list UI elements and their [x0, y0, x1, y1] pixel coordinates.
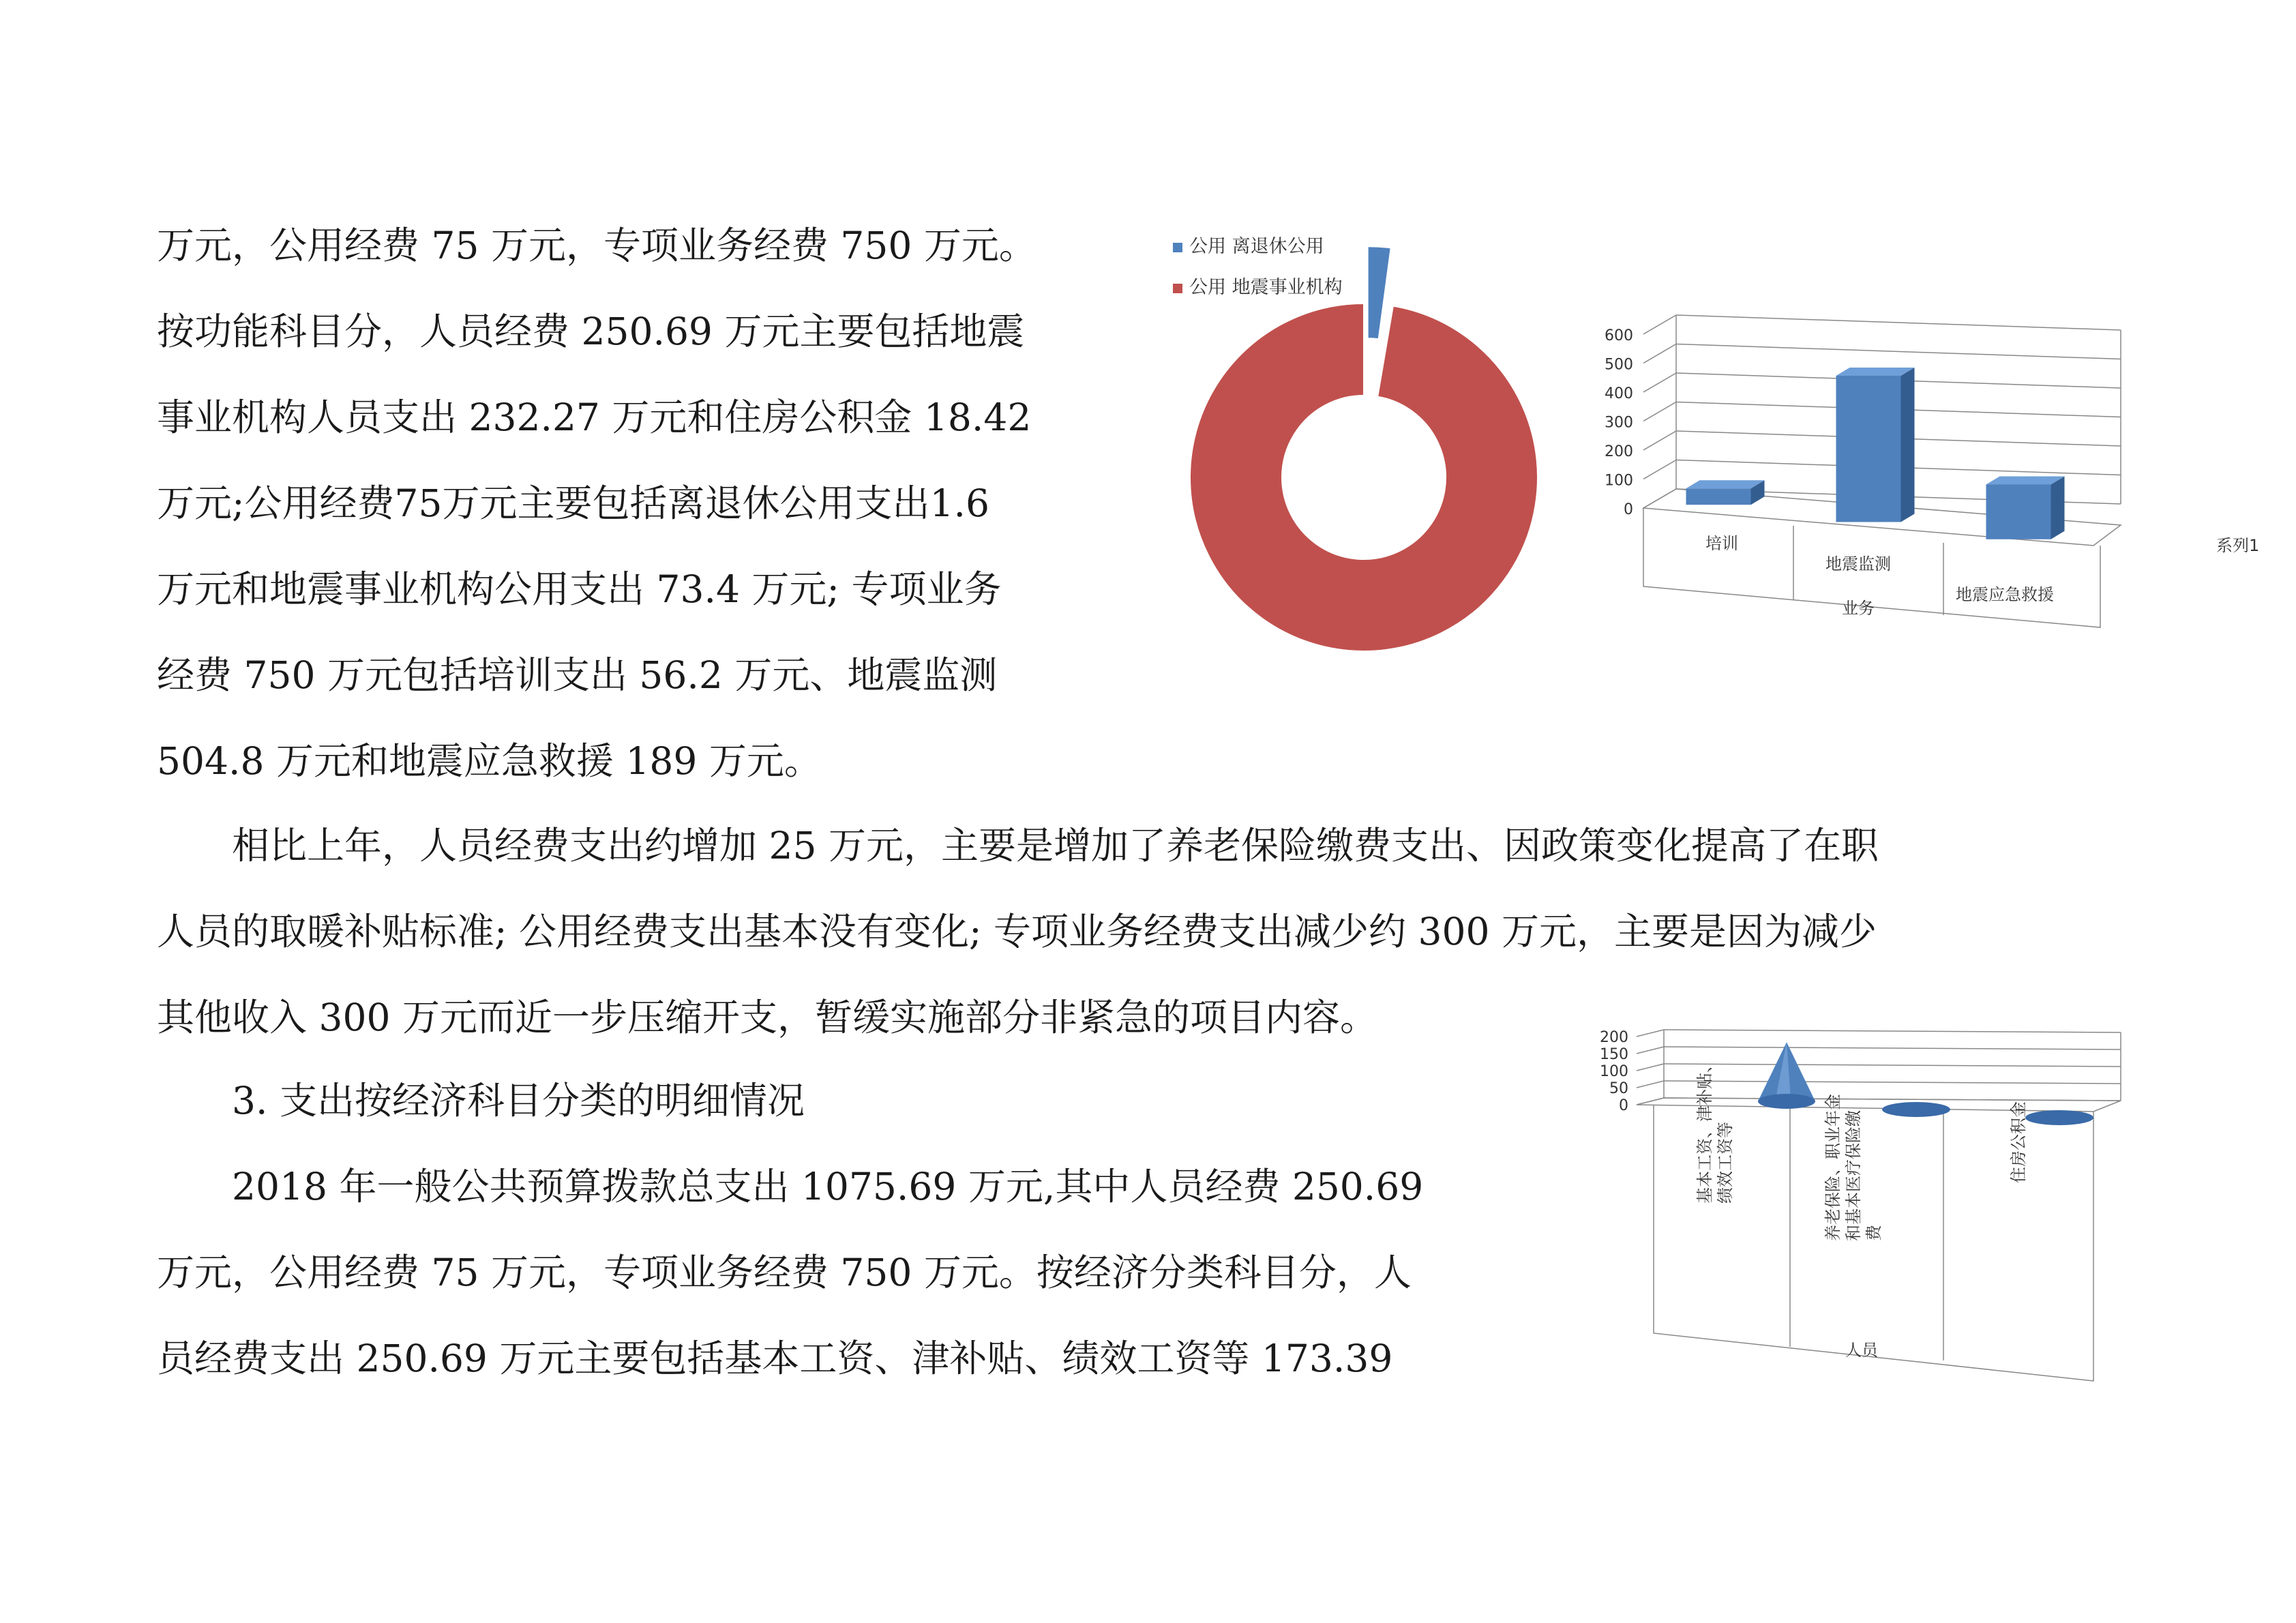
- donut-chart: [1159, 211, 1596, 689]
- x-tick-label-line: 基本工资、津补贴、: [1695, 1056, 1714, 1204]
- gridline: [1637, 1081, 1664, 1088]
- bar-front: [1686, 488, 1751, 505]
- paragraph-line: 其他收入 300 万元而近一步压缩开支，暂缓实施部分非紧急的项目内容。: [157, 996, 1377, 1039]
- legend-label-retired: 公用 离退休公用: [1189, 236, 1324, 257]
- y-tick-label: 200: [1605, 443, 1633, 460]
- x-tick-label-line: 费: [1864, 1225, 1883, 1241]
- legend-swatch-retired: [1173, 243, 1182, 252]
- y-tick-label: 150: [1600, 1046, 1628, 1063]
- y-tick-label: 100: [1600, 1063, 1628, 1080]
- paragraph-line: 事业机构人员支出 232.27 万元和住房公积金 18.42: [157, 396, 1032, 439]
- paragraph-line: 人员的取暖补贴标准; 公用经费支出基本没有变化; 专项业务经费支出减少约 300 万元，主要是因为减少: [157, 910, 1877, 953]
- bar-side: [2051, 476, 2065, 539]
- x-tick-label: 住房公积金: [2009, 1101, 2028, 1183]
- cone: [2025, 1110, 2093, 1125]
- cone-base: [1882, 1102, 1950, 1117]
- paragraph-line: 万元和地震事业机构公用支出 73.4 万元; 专项业务: [157, 567, 1002, 611]
- bar: [1686, 480, 1765, 505]
- gridline: [1664, 1081, 2121, 1084]
- donut-slice-retired: [1368, 246, 1391, 339]
- cone-chart-3d: [1589, 1016, 2271, 1398]
- y-tick-label: 50: [1609, 1080, 1628, 1097]
- y-tick-label: 0: [1619, 1097, 1628, 1114]
- gridline: [1637, 1047, 1664, 1054]
- paragraph-line: 万元，公用经费 75 万元，专项业务经费 750 万元。: [157, 224, 1037, 267]
- bar-top: [1686, 480, 1765, 488]
- x-group-label: 业务: [1842, 599, 1875, 618]
- gridline: [1643, 373, 1676, 392]
- gridline: [1676, 344, 2121, 359]
- bar-side: [1901, 368, 1915, 522]
- x-tick-label-line: 养老保险、职业年金: [1823, 1094, 1843, 1241]
- y-tick-label: 400: [1605, 385, 1633, 402]
- paragraph-line: 相比上年，人员经费支出约增加 25 万元，主要是增加了养老保险缴费支出、因政策变化提高了在职: [157, 824, 1879, 867]
- x-tick-label: [1695, 1051, 1735, 1204]
- gridline: [1643, 402, 1676, 421]
- y-tick-label: 600: [1605, 327, 1633, 344]
- y-tick-label: 300: [1605, 414, 1633, 432]
- gridline: [1637, 1030, 1664, 1037]
- cone: [1758, 1042, 1815, 1109]
- y-tick-label: 0: [1624, 501, 1633, 518]
- paragraph-line: 按功能科目分，人员经费 250.69 万元主要包括地震: [157, 310, 1025, 353]
- bar: [1836, 368, 1915, 522]
- paragraph-line: 万元，公用经费 75 万元，专项业务经费 750 万元。按经济分类科目分，人: [157, 1251, 1412, 1294]
- gridline: [1643, 315, 1676, 334]
- cone: [1882, 1102, 1950, 1117]
- bar: [1986, 476, 2065, 539]
- x-tick-label: 地震应急救援: [1956, 585, 2054, 604]
- y-tick-label: 100: [1605, 472, 1633, 490]
- cone-base: [2025, 1110, 2093, 1125]
- gridline: [1664, 1030, 2121, 1032]
- donut-slice-earthquake-org: [1190, 303, 1538, 651]
- paragraph-line: 员经费支出 250.69 万元主要包括基本工资、津补贴、绩效工资等 173.39: [157, 1337, 1393, 1380]
- x-tick-label-line: 和基本医疗保险缴: [1844, 1110, 1863, 1241]
- bar-top: [1836, 368, 1915, 376]
- legend-swatch-earthquake-org: [1173, 284, 1182, 293]
- x-group-label: 人员: [1845, 1341, 1878, 1360]
- paragraph-line: 经费 750 万元包括培训支出 56.2 万元、地震监测: [157, 653, 998, 697]
- paragraph-line: 万元;公用经费75万元主要包括离退休公用支出1.6: [157, 481, 989, 525]
- gridline: [1637, 1064, 1664, 1071]
- x-tick-label: 培训: [1705, 534, 1738, 553]
- y-tick-label: 500: [1605, 356, 1633, 374]
- gridline: [1676, 315, 2121, 330]
- gridline: [1664, 1047, 2121, 1049]
- gridline: [1643, 344, 1676, 363]
- paragraph-line: 504.8 万元和地震应急救援 189 万元。: [157, 739, 822, 783]
- paragraph-line: 2018 年一般公共预算拨款总支出 1075.69 万元,其中人员经费 250.69: [157, 1165, 1424, 1208]
- gridline: [1643, 431, 1676, 450]
- x-tick-label-line: 绩效工资等: [1716, 1122, 1735, 1204]
- series-label: 系列1: [2216, 536, 2260, 555]
- cone-base: [1758, 1094, 1815, 1109]
- x-tick-label: [1823, 1088, 1883, 1241]
- section-heading: 3. 支出按经济科目分类的明细情况: [157, 1079, 805, 1122]
- y-tick-label: 200: [1600, 1029, 1628, 1046]
- gridline: [1643, 460, 1676, 479]
- legend-label-earthquake-org: 公用 地震事业机构: [1189, 277, 1343, 298]
- bar-front: [1836, 376, 1901, 522]
- bar-front: [1986, 484, 2051, 539]
- column-chart-3d: [1596, 300, 2278, 648]
- gridline: [1664, 1064, 2121, 1067]
- bar-top: [1986, 476, 2065, 484]
- x-tick-label: 地震监测: [1825, 554, 1891, 574]
